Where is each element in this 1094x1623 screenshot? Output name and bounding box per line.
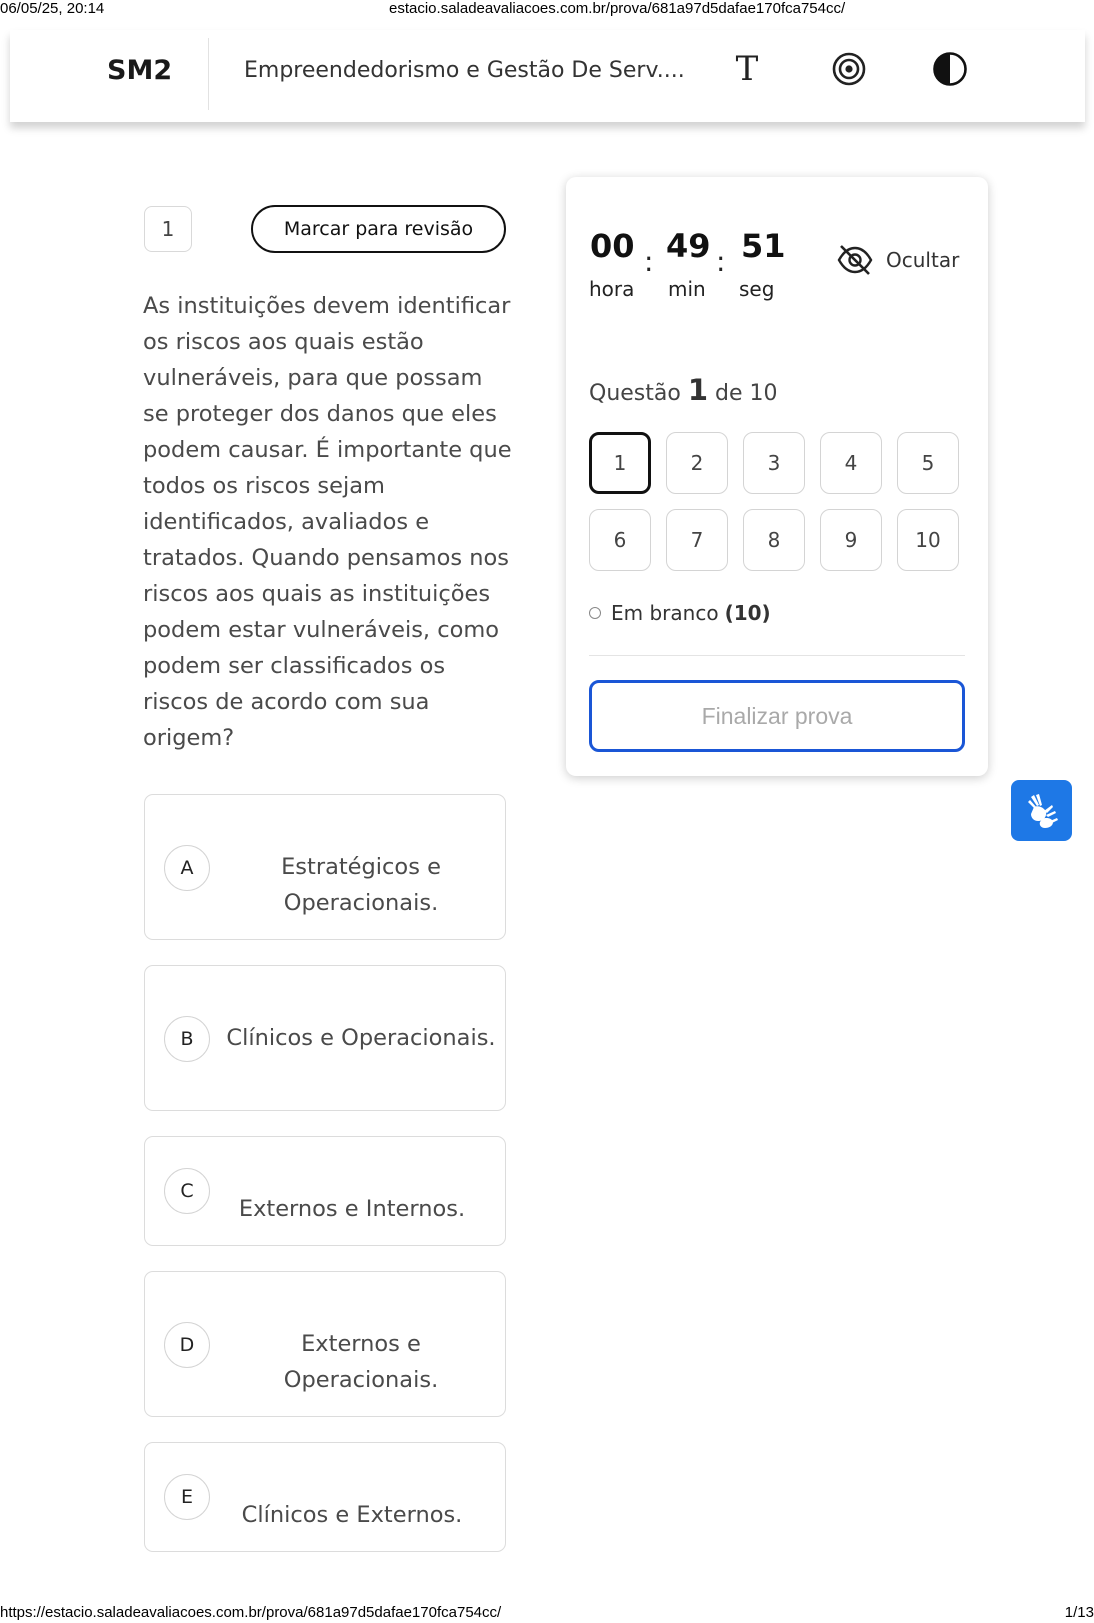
print-url-footer: https://estacio.saladeavaliacoes.com.br/prova/681a97d5dafae170fca754cc/ [0, 1604, 502, 1621]
contrast-button[interactable] [931, 50, 969, 88]
question-number-badge: 1 [144, 206, 192, 252]
option-text: Estratégicos e Operacionais. [281, 854, 441, 916]
text-size-button[interactable] [728, 50, 766, 88]
question-nav-9[interactable]: 9 [820, 509, 882, 571]
question-text: As instituições devem identificar os riscos aos quais estão vulneráveis, para que possam se proteger dos danos que eles podem causar. É importante que todos os riscos sejam identificados, avaliados e tratados. Quando pensamos nos riscos aos quais as instituições podem estar vulneráveis, como podem ser classificados os riscos de acordo com sua origem? [143, 293, 512, 751]
mark-for-review-button[interactable]: Marcar para revisão [251, 205, 506, 253]
focus-target-icon [831, 51, 867, 87]
blank-status-count: (10) [724, 601, 771, 625]
progress-current: 1 [687, 373, 709, 407]
option-text: Externos e Operacionais. [283, 1331, 439, 1393]
sign-language-hands-icon [1022, 791, 1062, 831]
course-title: Empreendedorismo e Gestão De Serv.... [244, 58, 685, 83]
option-text: Clínicos e Externos. [241, 1502, 463, 1528]
timer-separator: : [716, 245, 726, 278]
option-letter: C [164, 1168, 210, 1214]
timer-minutes-label: min [668, 277, 706, 301]
option-text: Externos e Internos. [238, 1196, 466, 1222]
timer-seconds-label: seg [739, 277, 775, 301]
question-progress [589, 373, 778, 407]
timer-minutes: 49 [666, 227, 711, 265]
question-nav-10[interactable]: 10 [897, 509, 959, 571]
print-datetime: 06/05/25, 20:14 [0, 0, 105, 17]
question-nav-6[interactable]: 6 [589, 509, 651, 571]
question-nav-1[interactable]: 1 [589, 432, 651, 494]
focus-mode-button[interactable] [830, 50, 868, 88]
eye-off-icon [836, 243, 874, 277]
print-page-number: 1/13 [1064, 1604, 1094, 1621]
option-letter: B [164, 1016, 210, 1062]
hide-timer-label: Ocultar [886, 248, 960, 272]
option-letter: E [164, 1474, 210, 1520]
option-letter: D [164, 1322, 210, 1368]
progress-suffix: de 10 [715, 381, 778, 406]
option-c[interactable] [144, 1136, 506, 1246]
blank-status-dot [589, 607, 601, 619]
question-nav-8[interactable]: 8 [743, 509, 805, 571]
question-nav-4[interactable]: 4 [820, 432, 882, 494]
app-header [10, 30, 1085, 122]
question-nav-3[interactable]: 3 [743, 432, 805, 494]
text-size-icon: T [735, 49, 759, 89]
timer-seconds: 51 [741, 227, 786, 265]
question-nav-7[interactable]: 7 [666, 509, 728, 571]
exam-side-panel [566, 177, 988, 776]
hide-timer-button[interactable] [836, 243, 959, 277]
contrast-icon [932, 51, 968, 87]
blank-status-label: Em branco [611, 601, 719, 625]
option-text: Clínicos e Operacionais. [226, 1025, 496, 1051]
timer-hours: 00 [590, 227, 635, 265]
app-logo: SM2 [107, 55, 173, 86]
timer-hours-label: hora [589, 277, 635, 301]
question-nav-2[interactable]: 2 [666, 432, 728, 494]
option-a[interactable] [144, 794, 506, 940]
question-nav-5[interactable]: 5 [897, 432, 959, 494]
option-b[interactable] [144, 965, 506, 1111]
option-letter: A [164, 845, 210, 891]
header-divider [208, 38, 209, 110]
libras-accessibility-button[interactable] [1011, 780, 1072, 841]
print-url-header: estacio.saladeavaliacoes.com.br/prova/681a97d5dafae170fca754cc/ [389, 0, 846, 17]
option-d[interactable] [144, 1271, 506, 1417]
panel-divider [589, 655, 965, 656]
option-e[interactable] [144, 1442, 506, 1552]
progress-prefix: Questão [589, 381, 681, 406]
finish-exam-button[interactable]: Finalizar prova [589, 680, 965, 752]
timer-separator: : [644, 245, 654, 278]
blank-status [589, 601, 771, 625]
